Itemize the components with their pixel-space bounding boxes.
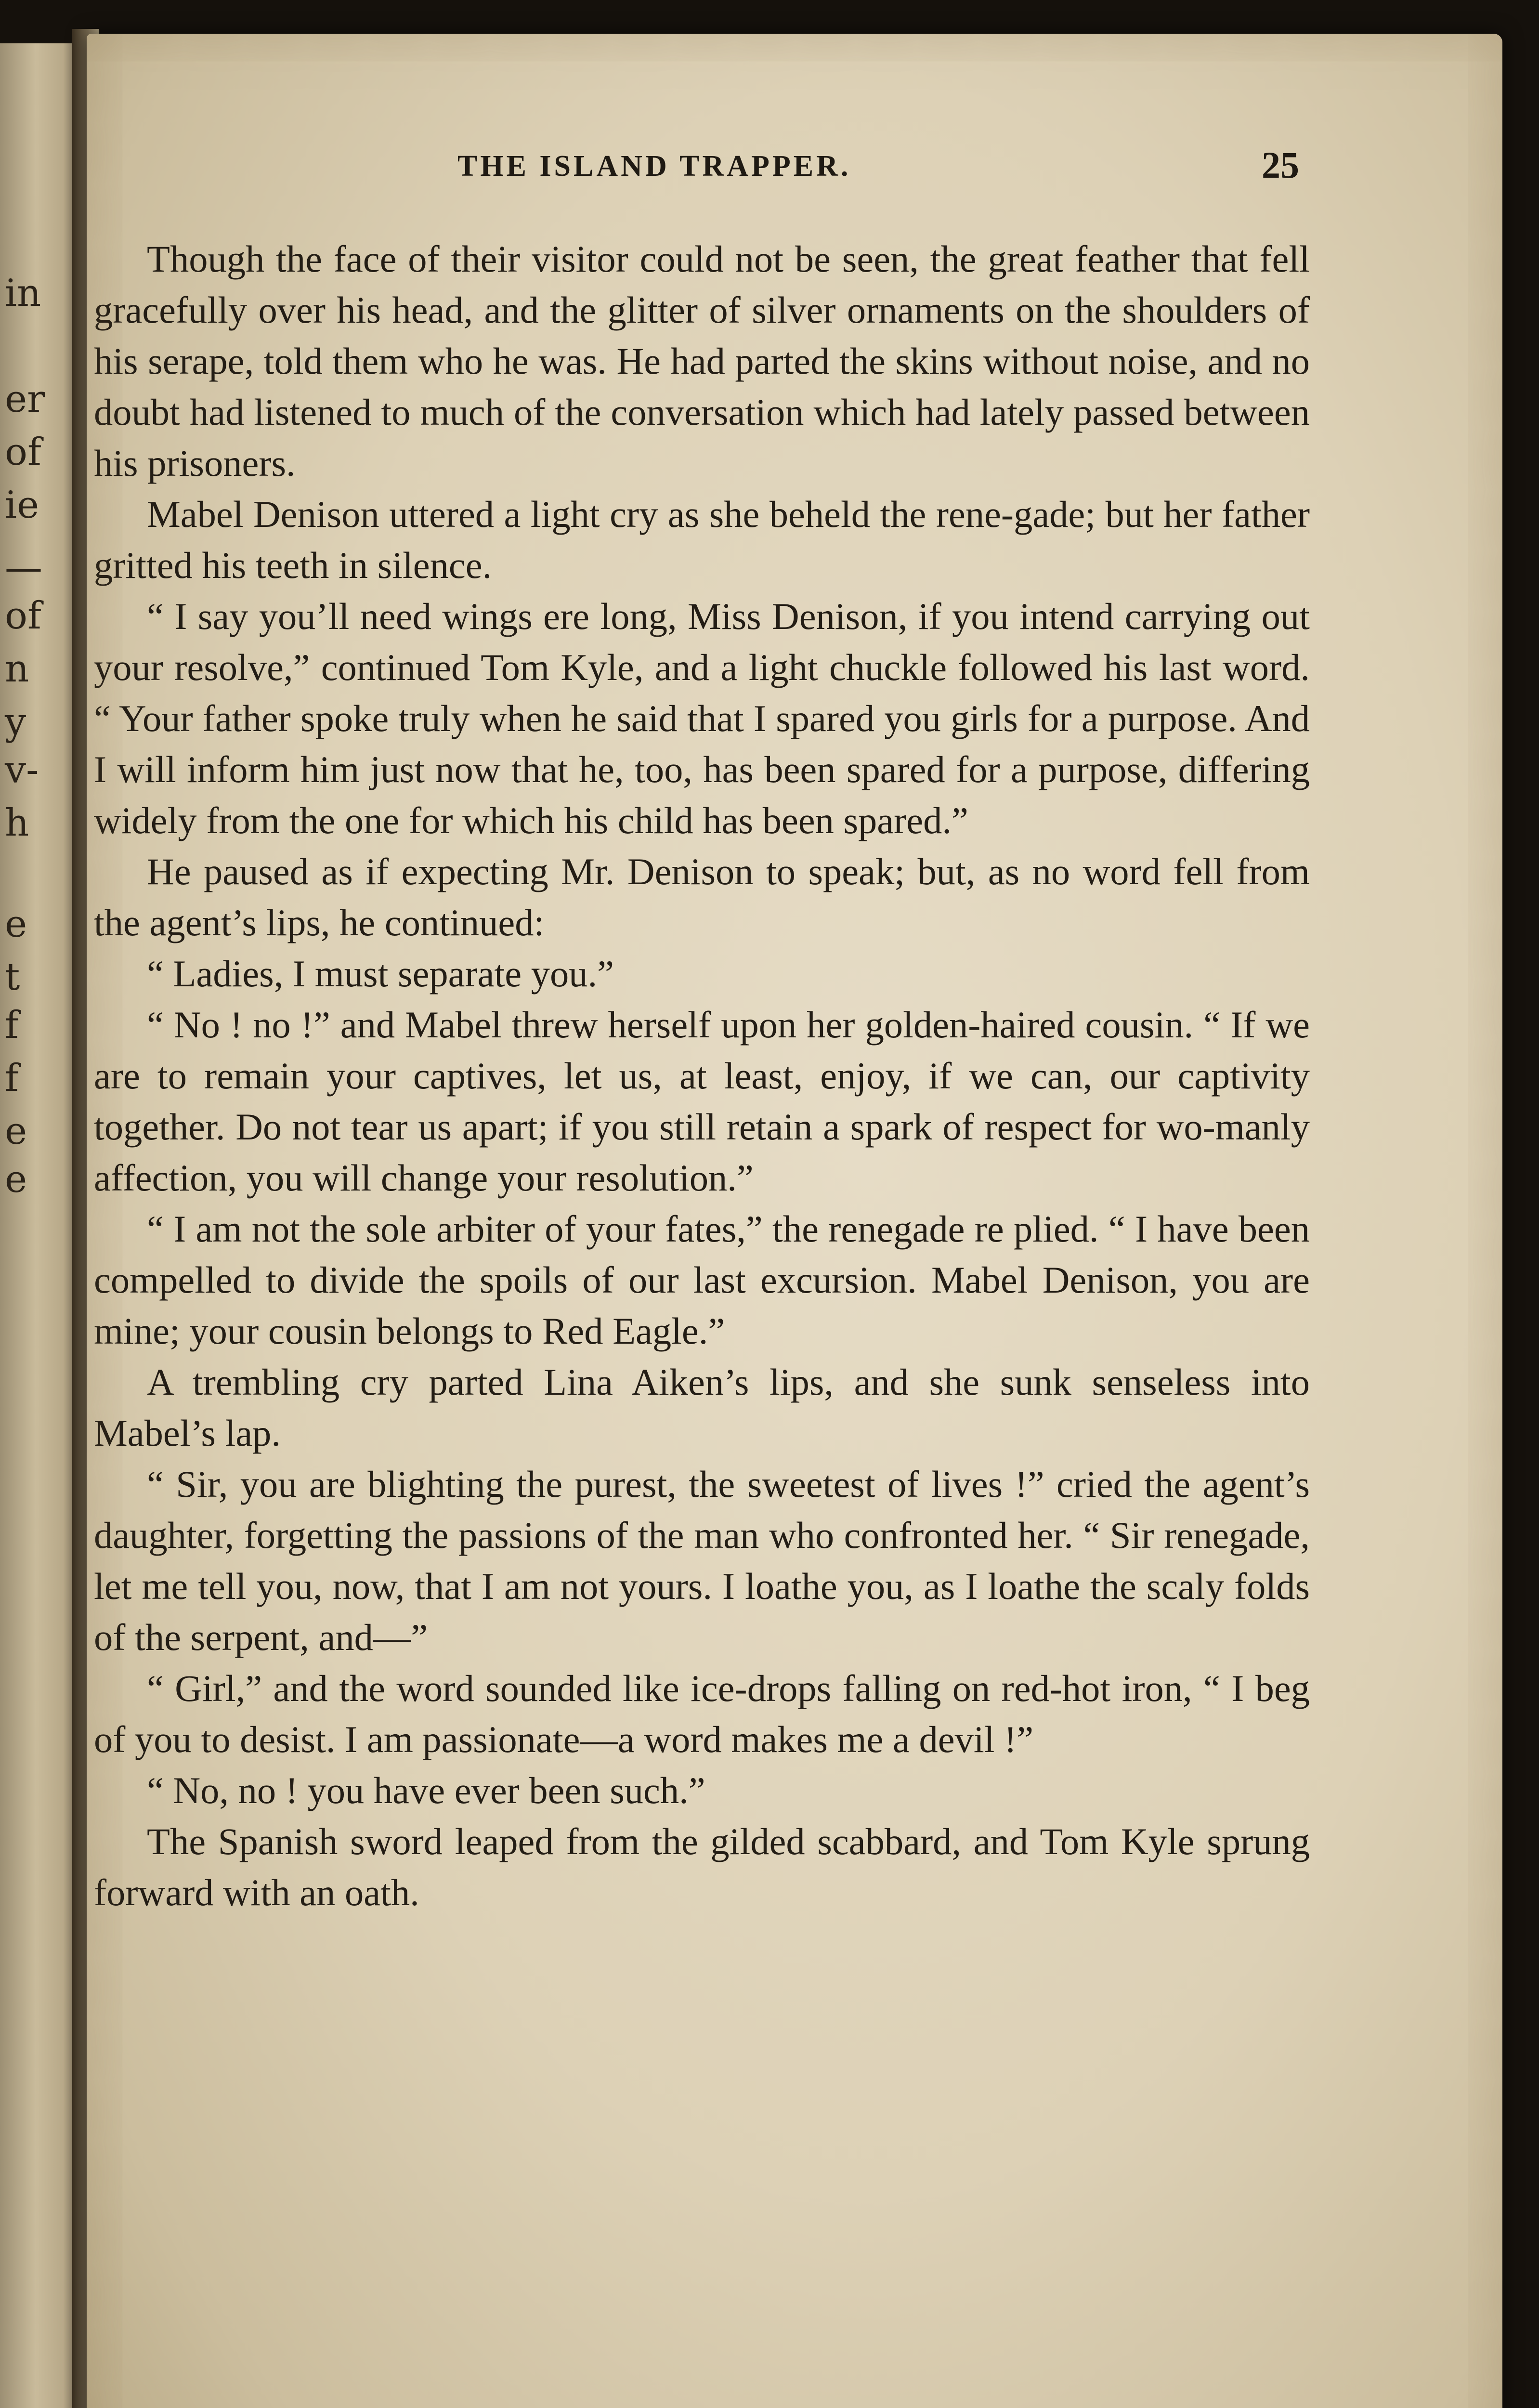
paragraph: “ I say you’ll need wings ere long, Miss Denison, if you intend carrying out your resolve,” continued Tom Kyle, and a light chuckle followed his last word. “ Your father spoke truly when he said that I spared you girls for a purpose. And I will inform him just now that he, too, has been spared for a purpose, differing widely from the one for which his child has been spared.” [94, 595, 1310, 841]
paragraph: The Spanish sword leaped from the gilded scabbard, and Tom Kyle sprung forward with an oath. [94, 1820, 1310, 1913]
paragraph: “ I am not the sole arbiter of your fates,” the renegade re plied. “ I have been compelled to divide the spoils of our last excursion. Mabel Denison, you are mine; your cousin belongs to Red Eagle.” [94, 1208, 1310, 1352]
running-title: THE ISLAND TRAPPER. [457, 150, 851, 183]
facing-page-fragment: y [5, 700, 26, 744]
body-text [94, 234, 1310, 1918]
facing-page-fragment: n [5, 647, 29, 691]
facing-page-fragment: e [5, 1110, 27, 1153]
facing-page-fragment: t [5, 955, 20, 999]
paragraph: He paused as if expecting Mr. Denison to speak; but, as no word fell from the agent’s lips, he continued: [94, 851, 1310, 943]
paragraph: Though the face of their visitor could not be seen, the great feather that fell gracefully over his head, and the glitter of silver ornaments on the shoulders of his serape, told them who he was. He had parted the skins without noise, and no doubt had listened to much of the conversation which had lately passed between his prisoners. [94, 238, 1310, 484]
paragraph: “ Girl,” and the word sounded like ice-drops falling on red-hot iron, “ I beg of you to desist. I am passionate—a word makes me a devil !” [94, 1667, 1310, 1760]
facing-page-fragment: v- [5, 748, 39, 792]
facing-page-fragment: er [5, 378, 45, 421]
paragraph: A trembling cry parted Lina Aiken’s lips, and she sunk senseless into Mabel’s lap. [94, 1361, 1310, 1454]
book-page [87, 34, 1502, 2408]
facing-page-fragment: f [5, 1004, 19, 1047]
facing-page-fragment: e [5, 903, 27, 946]
page-header [87, 140, 1502, 193]
page-number: 25 [1262, 144, 1299, 186]
facing-page-fragment: e [5, 1158, 27, 1201]
paragraph: “ Ladies, I must separate you.” [147, 953, 614, 995]
paragraph: “ No, no ! you have ever been such.” [147, 1769, 705, 1811]
paragraph: Mabel Denison uttered a light cry as she beheld the rene-gade; but her father gritted his teeth in silence. [94, 493, 1310, 586]
facing-page-fragment: — [5, 546, 42, 589]
facing-page-fragment: of [5, 431, 41, 474]
facing-page-fragment: h [5, 801, 29, 845]
facing-page-fragment: ie [5, 484, 39, 527]
paragraph: “ No ! no !” and Mabel threw herself upon her golden-haired cousin. “ If we are to remain your captives, let us, at least, enjoy, if we can, our captivity together. Do not tear us apart; if you still retain a spark of respect for wo-manly affection, you will change your resolution.” [94, 1004, 1310, 1199]
facing-page-fragment: in [5, 272, 41, 315]
paragraph: “ Sir, you are blighting the purest, the sweetest of lives !” cried the agent’s daughter, forgetting the passions of the man who confronted her. “ Sir renegade, let me tell you, now, that I am not yours. I loathe you, as I loathe the scaly folds of the serpent, and—” [94, 1463, 1310, 1658]
facing-page-fragment: f [5, 1057, 19, 1100]
facing-page-edge [0, 43, 79, 2408]
facing-page-fragment: of [5, 594, 41, 638]
